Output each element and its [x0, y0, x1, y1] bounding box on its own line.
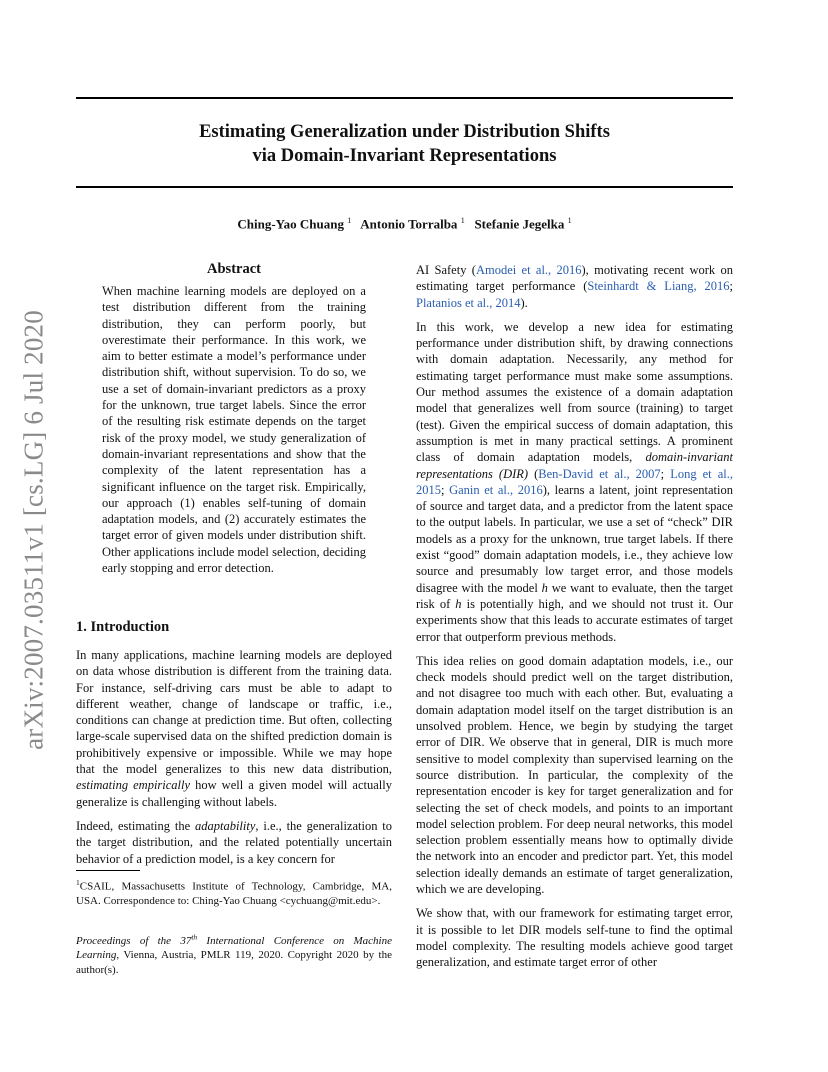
intro-right-column — [416, 262, 733, 978]
top-rule — [76, 97, 733, 99]
emphasis: estimating empirically — [76, 778, 191, 793]
affiliation-footnote: $^1$CSAIL, Massachusetts Institute of Technology, Cambridge, MA, USA. Correspondence to: Ching-Yao Chuang <cychuang@mit.edu>. — [76, 878, 392, 908]
citation-link[interactable]: Amodei et al., 2016 — [475, 263, 582, 277]
citation-link[interactable]: Steinhardt & Liang, 2016 — [587, 279, 730, 294]
author-affiliation-mark: 1 — [460, 216, 465, 225]
intro-paragraph: AI Safety (Amodei et al., 2016), motivating recent work on estimating target performance (Steinhardt & Liang, 2016; Platanios et al., 2014). — [416, 263, 733, 310]
intro-paragraph: We show that, with our framework for estimating target error, it is possible to let DIR models self-tune to find the optimal model complexity. The resulting models achieve good target generalization, and estimate target error of other — [416, 906, 733, 970]
intro-paragraph: Indeed, estimating the adaptability, i.e., the generalization to the target distribution, and the related potentially uncertain behavior of a prediction model, is a key concern for — [76, 818, 393, 866]
author-name: Ching-Yao Chuang — [237, 216, 344, 232]
author-affiliation-mark: 1 — [347, 216, 352, 225]
citation-link[interactable]: Ben-David et al., 2007 — [538, 466, 661, 481]
citation-link[interactable]: Platanios et al., 2014 — [416, 295, 521, 310]
arxiv-stamp — [14, 305, 54, 755]
math-variable: h — [541, 580, 548, 595]
math-variable: h — [455, 596, 462, 611]
emphasis: adaptability — [194, 818, 256, 833]
proceedings-note: Proceedings of the 37th International Conference on Machine Learning, Vienna, Austria, PMLR 119, 2020. Copyright 2020 by the author(s). — [76, 932, 392, 976]
author-name: Antonio Torralba — [360, 216, 458, 232]
arxiv-identifier: arXiv:2007.03511v1 [cs.LG] 6 Jul 2020 — [18, 310, 49, 750]
emphasis: domain-invariant representations (DIR) — [416, 450, 733, 481]
citation-link[interactable]: Ganin et al., 2016 — [449, 482, 543, 497]
intro-paragraph: This idea relies on good domain adaptation models, i.e., our check models should predict well on the target distribution, and not disagree too much with each other. But, evaluating a domain adaptation model itself on the target distribution is an unsolved problem. Hence, we begin by studying the target error of DIR. We observe that in general, DIR is much more sensitive to model complexity than supervised learning on the source distribution. In particular, the complexity of the representation encoder is key for target generalization and for selecting the set of check models, and points to an important model selection problem. For deep neural networks, this model selection problem essentially means how to optimally divide the network into an encoder and predictor part. Yet, this model selection ideally demands an estimate of target generalization, which we are developing. — [416, 653, 733, 896]
footnote-mark: 1 — [76, 878, 80, 887]
author-affiliation-mark: 1 — [567, 216, 572, 225]
author-list — [76, 216, 733, 232]
citation-link[interactable]: Long et al., 2015 — [416, 466, 733, 497]
author-name: Stefanie Jegelka — [474, 216, 565, 232]
title-line-1: Estimating Generalization under Distribution Shifts — [199, 122, 610, 142]
intro-paragraph: In this work, we develop a new idea for estimating performance under distribution shift, by drawing connections with domain adaptation. Necessarily, any method for estimating target performance must make some assumptions. Our method assumes the existence of a domain adaptation model that generalizes well from source (training) to target (test). Given the empirical success of domain adaptation, this assumption is met in many practical settings. A prominent class of domain adaptation models, domain-invariant representations (DIR) (Ben-David et al., 2007; Long et al., 2015; Ganin et al., 2016), learns a latent, joint representation of source and target data, and a predictor from the latent space to the output labels. In particular, we use a set of “check” DIR models as a proxy for the unknown, true target labels. If there exist “good” domain adaptation models, i.e., they achieve low source and presumably low target error, and those models disagree with the model h we want to evaluate, then the target risk of h is potentially high, and we should not trust it. Our experiments show that this leads to accurate estimates of target error that outperform previous methods. — [416, 319, 733, 644]
paper-title — [76, 120, 733, 168]
intro-paragraph: In many applications, machine learning models are deployed on data whose distribution is different from the training data. For instance, self-driving cars must be able to adapt to different weather, change of landscape or traffic, i.e., conditions can change at prediction time. But often, collecting large-scale supervised data on the shifted prediction domain is prohibitively expensive or impossible. While we may hope that the model generalizes to this new data distribution, estimating empirically how well a given model will actually generalize is challenging without labels. — [76, 648, 392, 809]
title-bottom-rule — [76, 186, 733, 188]
title-line-2: via Domain-Invariant Representations — [252, 146, 557, 166]
abstract-text: When machine learning models are deployed on a test distribution different from the training distribution, they can perform poorly, but overestimate their performance. In this work, we aim to better estimate a model’s performance under distribution shift, without supervision. To do so, we use a set of domain-invariant predictors as a proxy for the unknown, true target labels. Since the error of the resulting risk estimate depends on the target risk of the proxy model, we study generalization of domain-invariant representations and show that the complexity of the latent representation has a significant influence on the target risk. Empirically, our approach (1) enables self-tuning of domain adaptation models, and (2) accurately estimates the target error of given models under distribution shift. Other applications include model selection, deciding early stopping and error detection. — [102, 284, 366, 576]
section-heading: 1. Introduction — [76, 619, 170, 635]
abstract-heading: Abstract — [207, 261, 261, 277]
footnote-rule — [76, 870, 140, 871]
intro-left-column — [76, 647, 392, 875]
